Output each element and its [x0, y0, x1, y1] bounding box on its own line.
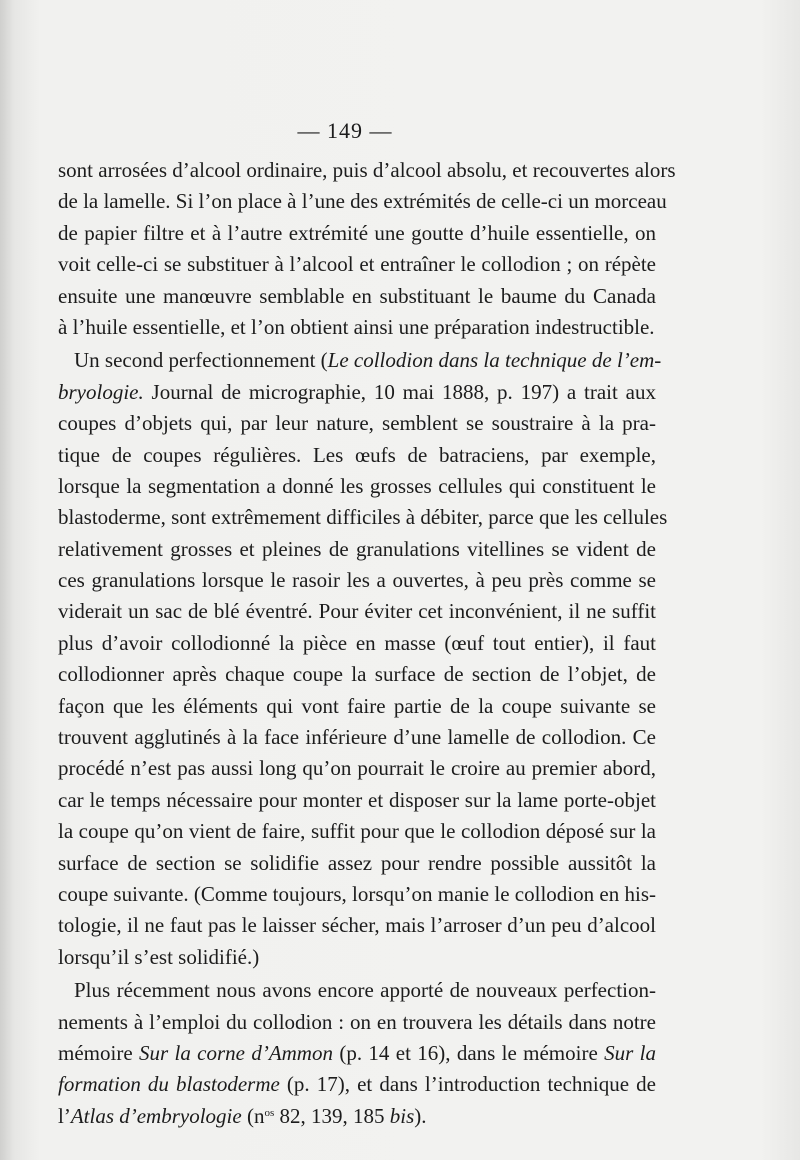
paragraph: [58, 345, 668, 973]
italic-text: bis: [389, 1103, 415, 1128]
page-number: — 149 —: [297, 118, 393, 143]
text-line: [58, 879, 656, 910]
text-segment: sont arrosées d’alcool ordinaire, puis d’alcool absolu, et recouvertes alors: [58, 158, 676, 182]
text-segment: à l’huile essentielle, et l’on obtient ainsi une préparation indestructible.: [58, 314, 655, 339]
text-segment: tologie, il ne faut pas le laisser sécher, mais l’arroser d’un peu d’alcool: [58, 913, 656, 938]
text-line: [58, 565, 656, 596]
text-line: [58, 345, 662, 376]
text-segment: Journal de micrographie, 10 mai 1888, p. 197) a trait aux: [143, 379, 656, 404]
text-line: [58, 975, 656, 1006]
text-line: [58, 596, 656, 627]
text-segment: (n: [241, 1103, 265, 1128]
superscript-text: os: [264, 1106, 275, 1119]
text-line: [58, 534, 656, 565]
text-line: [58, 753, 656, 784]
italic-text: Atlas d’embryologie: [70, 1103, 242, 1128]
text-segment: trouvent agglutinés à la face inférieure d’une lamelle de collodion. Ce: [58, 725, 656, 750]
text-line: [58, 1101, 656, 1132]
text-segment: Plus récemment nous avons encore apporté de nouveaux perfection-: [74, 978, 656, 1003]
text-line: [58, 659, 656, 690]
text-line: [58, 281, 656, 312]
text-segment: ces granulations lorsque le rasoir les a ouvertes, à peu près comme se: [58, 568, 656, 593]
paragraph: [58, 975, 656, 1132]
text-line: [58, 249, 656, 280]
text-line: [58, 722, 656, 753]
italic-text: Sur la corne d’Ammon: [138, 1040, 333, 1065]
text-line: [58, 942, 656, 973]
text-line: [58, 910, 656, 941]
text-segment: voit celle-ci se substituer à l’alcool et entraîner le collodion ; on répète: [58, 252, 656, 277]
italic-text: Le collodion dans la technique de l’em-: [327, 348, 662, 373]
text-segment: car le temps nécessaire pour monter et disposer sur la lame porte-objet: [58, 787, 656, 812]
text-segment: coupes d’objets qui, par leur nature, semblent se soustraire à la pra-: [58, 411, 656, 436]
text-segment: la coupe qu’on vient de faire, suffit pour que le collodion déposé sur la: [58, 819, 656, 844]
text-line: [58, 785, 656, 816]
text-line: [58, 186, 667, 217]
text-line: [58, 408, 656, 439]
text-line: [58, 312, 656, 343]
italic-text: bryologie.: [58, 379, 144, 404]
text-segment: plus d’avoir collodionné la pièce en masse (œuf tout entier), il faut: [58, 630, 656, 655]
text-line: [58, 816, 656, 847]
text-line: [58, 377, 656, 408]
text-segment: 82, 139, 185: [274, 1103, 390, 1128]
text-line: [58, 155, 676, 186]
text-line: [58, 502, 668, 533]
text-line: [58, 471, 656, 502]
italic-text: formation du blastoderme: [58, 1072, 280, 1097]
text-segment: façon que les éléments qui vont faire partie de la coupe suivante se: [58, 693, 656, 718]
text-line: [58, 691, 656, 722]
text-segment: nements à l’emploi du collodion : on en trouvera les détails dans notre: [58, 1009, 656, 1034]
text-segment: blastoderme, sont extrêmement difficiles à débiter, parce que les cellules: [58, 505, 668, 530]
text-segment: surface de section se solidifie assez pour rendre possible aussitôt la: [58, 850, 656, 875]
text-line: [58, 628, 656, 659]
text-segment: de la lamelle. Si l’on place à l’une des extrémités de celle-ci un morceau: [58, 189, 667, 214]
text-segment: Un second perfectionnement (: [74, 348, 328, 373]
text-segment: coupe suivante. (Comme toujours, lorsqu’on manie le collodion en his-: [58, 881, 656, 906]
body-text: [58, 155, 676, 1132]
italic-text: Sur la: [604, 1040, 656, 1065]
text-segment: viderait un sac de blé éventré. Pour éviter cet inconvénient, il ne suffit: [58, 599, 656, 624]
text-segment: (p. 17), et dans l’introduction technique de: [279, 1072, 656, 1097]
text-line: [58, 440, 656, 471]
text-segment: lorsqu’il s’est solidifié.): [58, 944, 260, 969]
text-segment: de papier filtre et à l’autre extrémité une goutte d’huile essentielle, on: [58, 220, 656, 245]
text-segment: ).: [414, 1103, 427, 1128]
text-line: [58, 218, 656, 249]
text-segment: l’: [58, 1103, 71, 1128]
text-segment: ensuite une manœuvre semblable en substituant le baume du Canada: [58, 283, 656, 308]
text-segment: collodionner après chaque coupe la surface de section de l’objet, de: [58, 662, 656, 687]
paragraph: [58, 155, 676, 343]
text-segment: lorsque la segmentation a donné les grosses cellules qui constituent le: [58, 473, 656, 498]
text-segment: relativement grosses et pleines de granulations vitellines se vident de: [58, 536, 656, 561]
text-segment: mémoire: [58, 1040, 139, 1065]
text-line: [58, 848, 656, 879]
text-line: [58, 1007, 656, 1038]
text-segment: procédé n’est pas aussi long qu’on pourrait le croire au premier abord,: [58, 756, 656, 781]
text-segment: tique de coupes régulières. Les œufs de batraciens, par exemple,: [58, 442, 656, 467]
text-segment: (p. 14 et 16), dans le mémoire: [332, 1040, 605, 1065]
text-line: [58, 1069, 656, 1100]
text-line: [58, 1038, 656, 1069]
